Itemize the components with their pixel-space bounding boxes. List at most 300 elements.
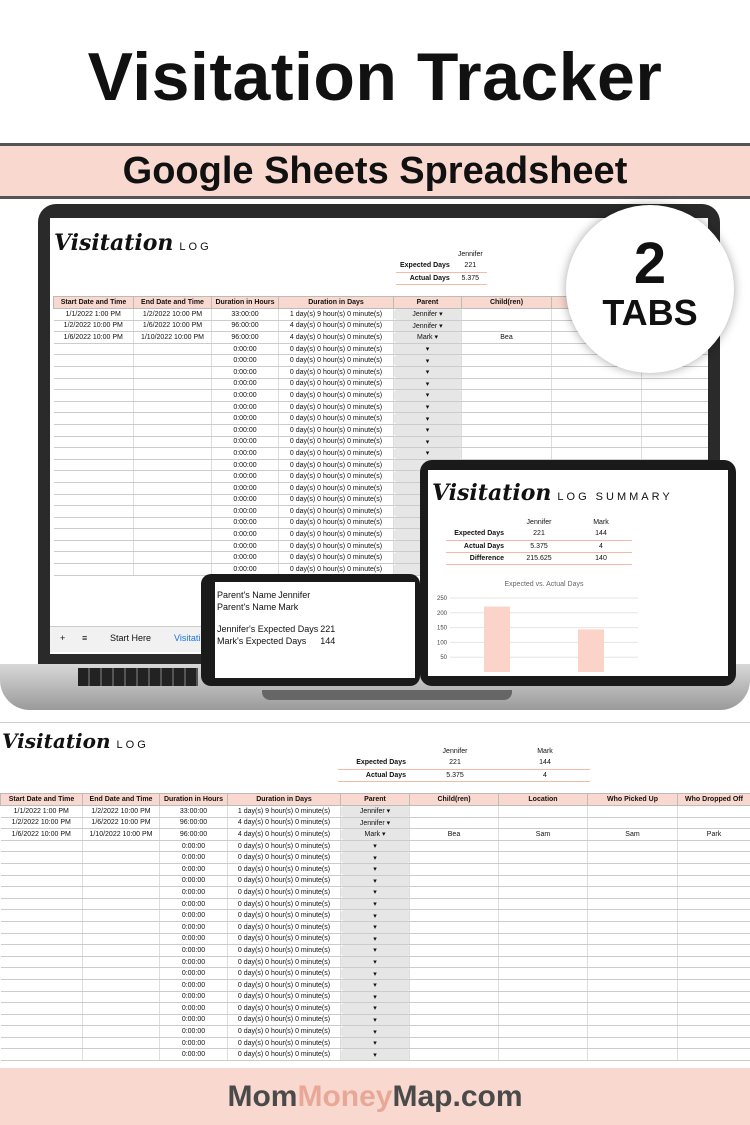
table-cell[interactable]: 0 day(s) 0 hour(s) 0 minute(s) (279, 366, 394, 378)
table-cell[interactable]: 0:00:00 (212, 424, 279, 436)
column-header[interactable]: Duration in Hours (160, 794, 228, 806)
table-cell[interactable]: 0 day(s) 0 hour(s) 0 minute(s) (228, 898, 341, 910)
table-cell[interactable]: Sam (588, 829, 678, 841)
table-cell[interactable] (1, 1037, 83, 1049)
table-cell[interactable] (588, 863, 678, 875)
table-cell[interactable]: 4 day(s) 0 hour(s) 0 minute(s) (228, 817, 341, 829)
table-cell[interactable] (54, 436, 134, 448)
table-cell[interactable] (588, 898, 678, 910)
column-header[interactable]: Duration in Hours (212, 297, 279, 309)
table-cell[interactable] (134, 424, 212, 436)
table-cell[interactable] (1, 921, 83, 933)
table-cell[interactable]: 0:00:00 (212, 378, 279, 390)
table-cell[interactable] (462, 413, 552, 425)
table-cell[interactable]: 0 day(s) 0 hour(s) 0 minute(s) (279, 471, 394, 483)
column-header[interactable]: Who Picked Up (588, 794, 678, 806)
table-cell[interactable] (552, 378, 642, 390)
table-cell[interactable] (83, 1026, 160, 1038)
table-cell[interactable]: 0 day(s) 0 hour(s) 0 minute(s) (279, 482, 394, 494)
table-cell[interactable] (499, 956, 588, 968)
table-cell[interactable]: 1/2/2022 10:00 PM (54, 320, 134, 332)
table-cell[interactable] (499, 979, 588, 991)
parent-dropdown[interactable] (341, 933, 410, 945)
table-cell[interactable]: 0:00:00 (212, 448, 279, 460)
parent-dropdown[interactable] (341, 887, 410, 899)
table-cell[interactable] (499, 1037, 588, 1049)
parent-dropdown[interactable] (341, 991, 410, 1003)
table-cell[interactable] (678, 863, 750, 875)
table-cell[interactable]: 4 day(s) 0 hour(s) 0 minute(s) (228, 829, 341, 841)
table-cell[interactable] (83, 898, 160, 910)
table-cell[interactable] (83, 956, 160, 968)
table-cell[interactable] (462, 436, 552, 448)
table-cell[interactable] (552, 390, 642, 402)
table-cell[interactable]: 1/1/2022 1:00 PM (1, 806, 83, 818)
table-cell[interactable] (410, 840, 499, 852)
table-cell[interactable] (410, 875, 499, 887)
column-header[interactable]: Start Date and Time (54, 297, 134, 309)
table-cell[interactable]: 0 day(s) 0 hour(s) 0 minute(s) (279, 436, 394, 448)
table-cell[interactable] (462, 401, 552, 413)
table-cell[interactable] (134, 390, 212, 402)
table-cell[interactable]: Sam (499, 829, 588, 841)
table-cell[interactable]: 33:00:00 (212, 309, 279, 321)
table-cell[interactable] (410, 1049, 499, 1061)
table-cell[interactable]: 0:00:00 (160, 1003, 228, 1015)
table-cell[interactable] (588, 1014, 678, 1026)
table-cell[interactable] (588, 840, 678, 852)
table-cell[interactable] (588, 921, 678, 933)
table-cell[interactable]: 0 day(s) 0 hour(s) 0 minute(s) (279, 540, 394, 552)
table-cell[interactable] (1, 1026, 83, 1038)
table-cell[interactable] (410, 979, 499, 991)
table-cell[interactable] (83, 863, 160, 875)
table-cell[interactable] (642, 448, 709, 460)
parent-dropdown[interactable] (341, 1003, 410, 1015)
parent-dropdown[interactable] (394, 366, 462, 378)
table-cell[interactable] (678, 817, 750, 829)
table-cell[interactable] (134, 517, 212, 529)
table-cell[interactable]: 0:00:00 (212, 494, 279, 506)
table-cell[interactable] (499, 1049, 588, 1061)
parent-dropdown[interactable]: Jennifer ▾ (341, 817, 410, 829)
table-cell[interactable]: 0 day(s) 0 hour(s) 0 minute(s) (228, 956, 341, 968)
table-cell[interactable]: 0 day(s) 0 hour(s) 0 minute(s) (228, 968, 341, 980)
table-cell[interactable]: 0 day(s) 0 hour(s) 0 minute(s) (228, 1049, 341, 1061)
table-cell[interactable] (134, 355, 212, 367)
table-cell[interactable] (678, 1026, 750, 1038)
table-cell[interactable] (1, 968, 83, 980)
table-cell[interactable]: 1/6/2022 10:00 PM (134, 320, 212, 332)
parent-dropdown[interactable] (394, 413, 462, 425)
parent-dropdown[interactable] (394, 424, 462, 436)
table-cell[interactable]: 0:00:00 (160, 887, 228, 899)
table-cell[interactable] (678, 933, 750, 945)
parent-dropdown[interactable] (341, 875, 410, 887)
table-cell[interactable]: 0 day(s) 0 hour(s) 0 minute(s) (228, 991, 341, 1003)
table-cell[interactable] (678, 887, 750, 899)
table-cell[interactable] (678, 921, 750, 933)
parent-dropdown[interactable] (341, 1014, 410, 1026)
table-cell[interactable]: 0:00:00 (160, 933, 228, 945)
table-cell[interactable] (83, 875, 160, 887)
table-cell[interactable]: 0 day(s) 0 hour(s) 0 minute(s) (228, 840, 341, 852)
table-cell[interactable]: 0:00:00 (212, 529, 279, 541)
table-cell[interactable] (499, 817, 588, 829)
column-header[interactable]: Who Dropped Off (678, 794, 750, 806)
table-cell[interactable]: 0 day(s) 0 hour(s) 0 minute(s) (279, 343, 394, 355)
table-cell[interactable]: 0 day(s) 0 hour(s) 0 minute(s) (279, 529, 394, 541)
table-cell[interactable] (134, 436, 212, 448)
table-cell[interactable]: 0 day(s) 0 hour(s) 0 minute(s) (279, 355, 394, 367)
table-cell[interactable]: 0:00:00 (160, 968, 228, 980)
parent-dropdown[interactable] (341, 956, 410, 968)
parent-dropdown[interactable] (394, 378, 462, 390)
table-cell[interactable]: 1/10/2022 10:00 PM (134, 332, 212, 344)
parent-dropdown[interactable] (341, 910, 410, 922)
parent-dropdown[interactable] (341, 1049, 410, 1061)
table-cell[interactable] (588, 875, 678, 887)
table-cell[interactable]: 1 day(s) 9 hour(s) 0 minute(s) (228, 806, 341, 818)
table-cell[interactable] (678, 1037, 750, 1049)
column-header[interactable]: Parent (394, 297, 462, 309)
table-cell[interactable] (462, 424, 552, 436)
table-cell[interactable] (134, 482, 212, 494)
table-cell[interactable]: 0 day(s) 0 hour(s) 0 minute(s) (279, 448, 394, 460)
table-cell[interactable] (678, 956, 750, 968)
table-cell[interactable] (499, 898, 588, 910)
column-header[interactable]: Duration in Days (279, 297, 394, 309)
table-cell[interactable] (678, 979, 750, 991)
table-cell[interactable]: 1/10/2022 10:00 PM (83, 829, 160, 841)
table-cell[interactable]: 0:00:00 (212, 471, 279, 483)
table-cell[interactable] (1, 887, 83, 899)
table-cell[interactable]: 0:00:00 (212, 506, 279, 518)
table-cell[interactable] (83, 910, 160, 922)
table-cell[interactable] (588, 979, 678, 991)
table-cell[interactable]: 1/2/2022 10:00 PM (134, 309, 212, 321)
table-cell[interactable]: 0 day(s) 0 hour(s) 0 minute(s) (228, 921, 341, 933)
table-cell[interactable]: 0:00:00 (160, 1037, 228, 1049)
column-header[interactable]: Location (499, 794, 588, 806)
table-cell[interactable] (678, 945, 750, 957)
table-cell[interactable]: Park (678, 829, 750, 841)
table-cell[interactable]: 0 day(s) 0 hour(s) 0 minute(s) (228, 1037, 341, 1049)
table-cell[interactable] (54, 459, 134, 471)
table-cell[interactable] (678, 898, 750, 910)
table-cell[interactable] (410, 1026, 499, 1038)
table-cell[interactable] (588, 1003, 678, 1015)
table-cell[interactable] (678, 852, 750, 864)
phone-value[interactable]: Jennifer (278, 590, 311, 600)
parent-dropdown[interactable] (394, 355, 462, 367)
table-cell[interactable] (499, 875, 588, 887)
table-cell[interactable] (642, 436, 709, 448)
table-cell[interactable] (499, 968, 588, 980)
table-cell[interactable] (83, 1037, 160, 1049)
table-cell[interactable] (134, 413, 212, 425)
table-cell[interactable]: 0:00:00 (160, 840, 228, 852)
table-cell[interactable] (83, 840, 160, 852)
parent-dropdown[interactable]: Jennifer ▾ (394, 309, 462, 321)
table-cell[interactable] (410, 933, 499, 945)
table-cell[interactable]: 0:00:00 (212, 517, 279, 529)
table-cell[interactable] (1, 1049, 83, 1061)
table-cell[interactable] (83, 852, 160, 864)
table-cell[interactable]: 0 day(s) 0 hour(s) 0 minute(s) (279, 413, 394, 425)
table-cell[interactable] (552, 436, 642, 448)
table-cell[interactable] (1, 852, 83, 864)
table-cell[interactable] (1, 945, 83, 957)
column-header[interactable]: Duration in Days (228, 794, 341, 806)
table-cell[interactable] (54, 482, 134, 494)
table-cell[interactable] (588, 1026, 678, 1038)
table-cell[interactable]: 4 day(s) 0 hour(s) 0 minute(s) (279, 332, 394, 344)
table-cell[interactable]: 4 day(s) 0 hour(s) 0 minute(s) (279, 320, 394, 332)
table-cell[interactable] (499, 910, 588, 922)
table-cell[interactable] (410, 991, 499, 1003)
parent-dropdown[interactable]: Jennifer ▾ (394, 320, 462, 332)
table-cell[interactable] (588, 910, 678, 922)
table-cell[interactable]: 0:00:00 (160, 910, 228, 922)
table-cell[interactable]: 1/2/2022 10:00 PM (83, 806, 160, 818)
table-cell[interactable] (1, 933, 83, 945)
table-cell[interactable] (588, 933, 678, 945)
table-cell[interactable] (588, 1037, 678, 1049)
table-cell[interactable] (83, 968, 160, 980)
table-cell[interactable]: 0:00:00 (160, 956, 228, 968)
table-cell[interactable] (642, 390, 709, 402)
parent-dropdown[interactable] (394, 401, 462, 413)
table-cell[interactable] (678, 1003, 750, 1015)
table-cell[interactable]: 0 day(s) 0 hour(s) 0 minute(s) (279, 552, 394, 564)
table-cell[interactable]: 0:00:00 (160, 979, 228, 991)
table-cell[interactable] (54, 378, 134, 390)
table-cell[interactable]: 0:00:00 (160, 875, 228, 887)
table-cell[interactable] (83, 945, 160, 957)
table-cell[interactable] (499, 1003, 588, 1015)
table-cell[interactable] (678, 910, 750, 922)
table-cell[interactable] (54, 517, 134, 529)
table-cell[interactable]: 0 day(s) 0 hour(s) 0 minute(s) (228, 887, 341, 899)
parent-dropdown[interactable] (341, 852, 410, 864)
table-cell[interactable]: 0 day(s) 0 hour(s) 0 minute(s) (228, 863, 341, 875)
table-cell[interactable] (642, 378, 709, 390)
table-cell[interactable] (54, 390, 134, 402)
table-cell[interactable]: 0:00:00 (212, 390, 279, 402)
table-cell[interactable]: 1/1/2022 1:00 PM (54, 309, 134, 321)
table-cell[interactable] (499, 852, 588, 864)
column-header[interactable]: Start Date and Time (1, 794, 83, 806)
table-cell[interactable] (642, 401, 709, 413)
table-cell[interactable] (499, 991, 588, 1003)
phone-value[interactable]: 144 (320, 636, 336, 646)
table-cell[interactable] (83, 1049, 160, 1061)
tab-start-here[interactable]: Start Here (110, 633, 152, 643)
table-cell[interactable]: 0 day(s) 0 hour(s) 0 minute(s) (228, 979, 341, 991)
table-cell[interactable]: 0 day(s) 0 hour(s) 0 minute(s) (228, 875, 341, 887)
table-cell[interactable] (678, 1049, 750, 1061)
table-cell[interactable] (1, 840, 83, 852)
table-cell[interactable] (678, 875, 750, 887)
table-cell[interactable]: 96:00:00 (160, 829, 228, 841)
column-header[interactable]: End Date and Time (83, 794, 160, 806)
table-cell[interactable]: 1/2/2022 10:00 PM (1, 817, 83, 829)
table-cell[interactable]: 0:00:00 (212, 540, 279, 552)
table-cell[interactable] (54, 471, 134, 483)
table-cell[interactable]: 1/6/2022 10:00 PM (1, 829, 83, 841)
table-cell[interactable]: 0:00:00 (160, 1049, 228, 1061)
table-cell[interactable] (552, 424, 642, 436)
parent-dropdown[interactable] (341, 968, 410, 980)
table-cell[interactable]: 0 day(s) 0 hour(s) 0 minute(s) (279, 390, 394, 402)
table-cell[interactable]: 0 day(s) 0 hour(s) 0 minute(s) (279, 378, 394, 390)
table-cell[interactable] (410, 887, 499, 899)
table-cell[interactable]: 96:00:00 (160, 817, 228, 829)
table-cell[interactable] (462, 309, 552, 321)
table-cell[interactable] (134, 506, 212, 518)
table-cell[interactable]: 0 day(s) 0 hour(s) 0 minute(s) (228, 933, 341, 945)
tab-visitation[interactable]: Visitati (174, 633, 201, 643)
table-cell[interactable]: 0 day(s) 0 hour(s) 0 minute(s) (279, 564, 394, 576)
table-cell[interactable] (54, 424, 134, 436)
table-cell[interactable] (642, 413, 709, 425)
parent-dropdown[interactable] (341, 945, 410, 957)
table-cell[interactable]: 0:00:00 (212, 366, 279, 378)
table-cell[interactable] (588, 806, 678, 818)
table-cell[interactable]: 0 day(s) 0 hour(s) 0 minute(s) (279, 401, 394, 413)
table-cell[interactable] (134, 401, 212, 413)
table-cell[interactable] (1, 979, 83, 991)
table-cell[interactable] (410, 921, 499, 933)
table-cell[interactable] (552, 448, 642, 460)
table-cell[interactable] (83, 979, 160, 991)
table-cell[interactable]: 0:00:00 (212, 436, 279, 448)
table-cell[interactable] (410, 806, 499, 818)
table-cell[interactable] (1, 956, 83, 968)
table-cell[interactable] (54, 448, 134, 460)
parent-dropdown[interactable] (341, 898, 410, 910)
table-cell[interactable] (1, 863, 83, 875)
table-cell[interactable] (134, 448, 212, 460)
table-cell[interactable] (678, 991, 750, 1003)
table-cell[interactable] (83, 1003, 160, 1015)
table-cell[interactable] (499, 806, 588, 818)
table-cell[interactable] (499, 1014, 588, 1026)
table-cell[interactable]: 0 day(s) 0 hour(s) 0 minute(s) (279, 517, 394, 529)
parent-dropdown[interactable] (394, 390, 462, 402)
table-cell[interactable] (410, 968, 499, 980)
table-cell[interactable]: 0:00:00 (212, 552, 279, 564)
table-cell[interactable]: 0:00:00 (160, 945, 228, 957)
parent-dropdown[interactable] (341, 840, 410, 852)
table-cell[interactable] (588, 852, 678, 864)
table-cell[interactable] (588, 956, 678, 968)
table-cell[interactable] (588, 945, 678, 957)
table-cell[interactable] (410, 852, 499, 864)
table-cell[interactable] (499, 933, 588, 945)
parent-dropdown[interactable] (341, 1037, 410, 1049)
table-cell[interactable] (462, 378, 552, 390)
table-cell[interactable]: 0:00:00 (160, 921, 228, 933)
table-cell[interactable] (588, 817, 678, 829)
table-cell[interactable]: 33:00:00 (160, 806, 228, 818)
parent-dropdown[interactable] (341, 979, 410, 991)
table-cell[interactable]: Bea (462, 332, 552, 344)
table-cell[interactable]: 0 day(s) 0 hour(s) 0 minute(s) (228, 945, 341, 957)
table-cell[interactable] (54, 540, 134, 552)
table-cell[interactable] (83, 921, 160, 933)
table-cell[interactable] (410, 956, 499, 968)
table-cell[interactable] (1, 1014, 83, 1026)
table-cell[interactable] (678, 968, 750, 980)
phone-value[interactable]: 221 (320, 624, 336, 634)
table-cell[interactable] (83, 933, 160, 945)
table-cell[interactable]: 96:00:00 (212, 332, 279, 344)
table-cell[interactable] (54, 366, 134, 378)
table-cell[interactable] (499, 945, 588, 957)
table-cell[interactable] (83, 991, 160, 1003)
table-cell[interactable]: 0 day(s) 0 hour(s) 0 minute(s) (279, 424, 394, 436)
table-cell[interactable]: 0:00:00 (212, 355, 279, 367)
table-cell[interactable] (54, 564, 134, 576)
table-cell[interactable]: 0:00:00 (212, 413, 279, 425)
table-cell[interactable] (134, 494, 212, 506)
table-cell[interactable] (462, 320, 552, 332)
table-cell[interactable] (134, 529, 212, 541)
table-cell[interactable] (54, 529, 134, 541)
table-cell[interactable] (54, 401, 134, 413)
table-cell[interactable]: 0 day(s) 0 hour(s) 0 minute(s) (279, 459, 394, 471)
table-cell[interactable]: 0 day(s) 0 hour(s) 0 minute(s) (228, 1003, 341, 1015)
table-cell[interactable] (552, 413, 642, 425)
table-cell[interactable] (410, 1003, 499, 1015)
table-cell[interactable] (1, 991, 83, 1003)
table-cell[interactable] (83, 1014, 160, 1026)
table-cell[interactable]: 0:00:00 (212, 401, 279, 413)
parent-dropdown[interactable] (394, 448, 462, 460)
table-cell[interactable] (134, 471, 212, 483)
table-cell[interactable] (134, 552, 212, 564)
table-cell[interactable]: 0 day(s) 0 hour(s) 0 minute(s) (279, 494, 394, 506)
parent-dropdown[interactable] (341, 1026, 410, 1038)
table-cell[interactable]: 0:00:00 (160, 991, 228, 1003)
table-cell[interactable]: 0:00:00 (212, 343, 279, 355)
table-cell[interactable]: 0 day(s) 0 hour(s) 0 minute(s) (228, 852, 341, 864)
table-cell[interactable] (1, 898, 83, 910)
table-cell[interactable] (134, 366, 212, 378)
table-cell[interactable]: 96:00:00 (212, 320, 279, 332)
parent-dropdown[interactable] (341, 863, 410, 875)
table-cell[interactable]: 0 day(s) 0 hour(s) 0 minute(s) (279, 506, 394, 518)
table-cell[interactable] (642, 424, 709, 436)
table-cell[interactable] (588, 991, 678, 1003)
table-cell[interactable] (462, 343, 552, 355)
table-cell[interactable] (134, 343, 212, 355)
sheets-menu-icon[interactable]: ≡ (82, 633, 88, 643)
table-cell[interactable]: 0:00:00 (160, 1026, 228, 1038)
table-cell[interactable] (499, 1026, 588, 1038)
phone-value[interactable]: Mark (278, 602, 299, 612)
table-cell[interactable] (410, 1014, 499, 1026)
table-cell[interactable] (678, 1014, 750, 1026)
table-cell[interactable] (134, 540, 212, 552)
table-cell[interactable] (410, 945, 499, 957)
table-cell[interactable] (1, 875, 83, 887)
column-header[interactable]: Child(ren) (410, 794, 499, 806)
table-cell[interactable]: 0:00:00 (212, 564, 279, 576)
table-cell[interactable] (588, 887, 678, 899)
